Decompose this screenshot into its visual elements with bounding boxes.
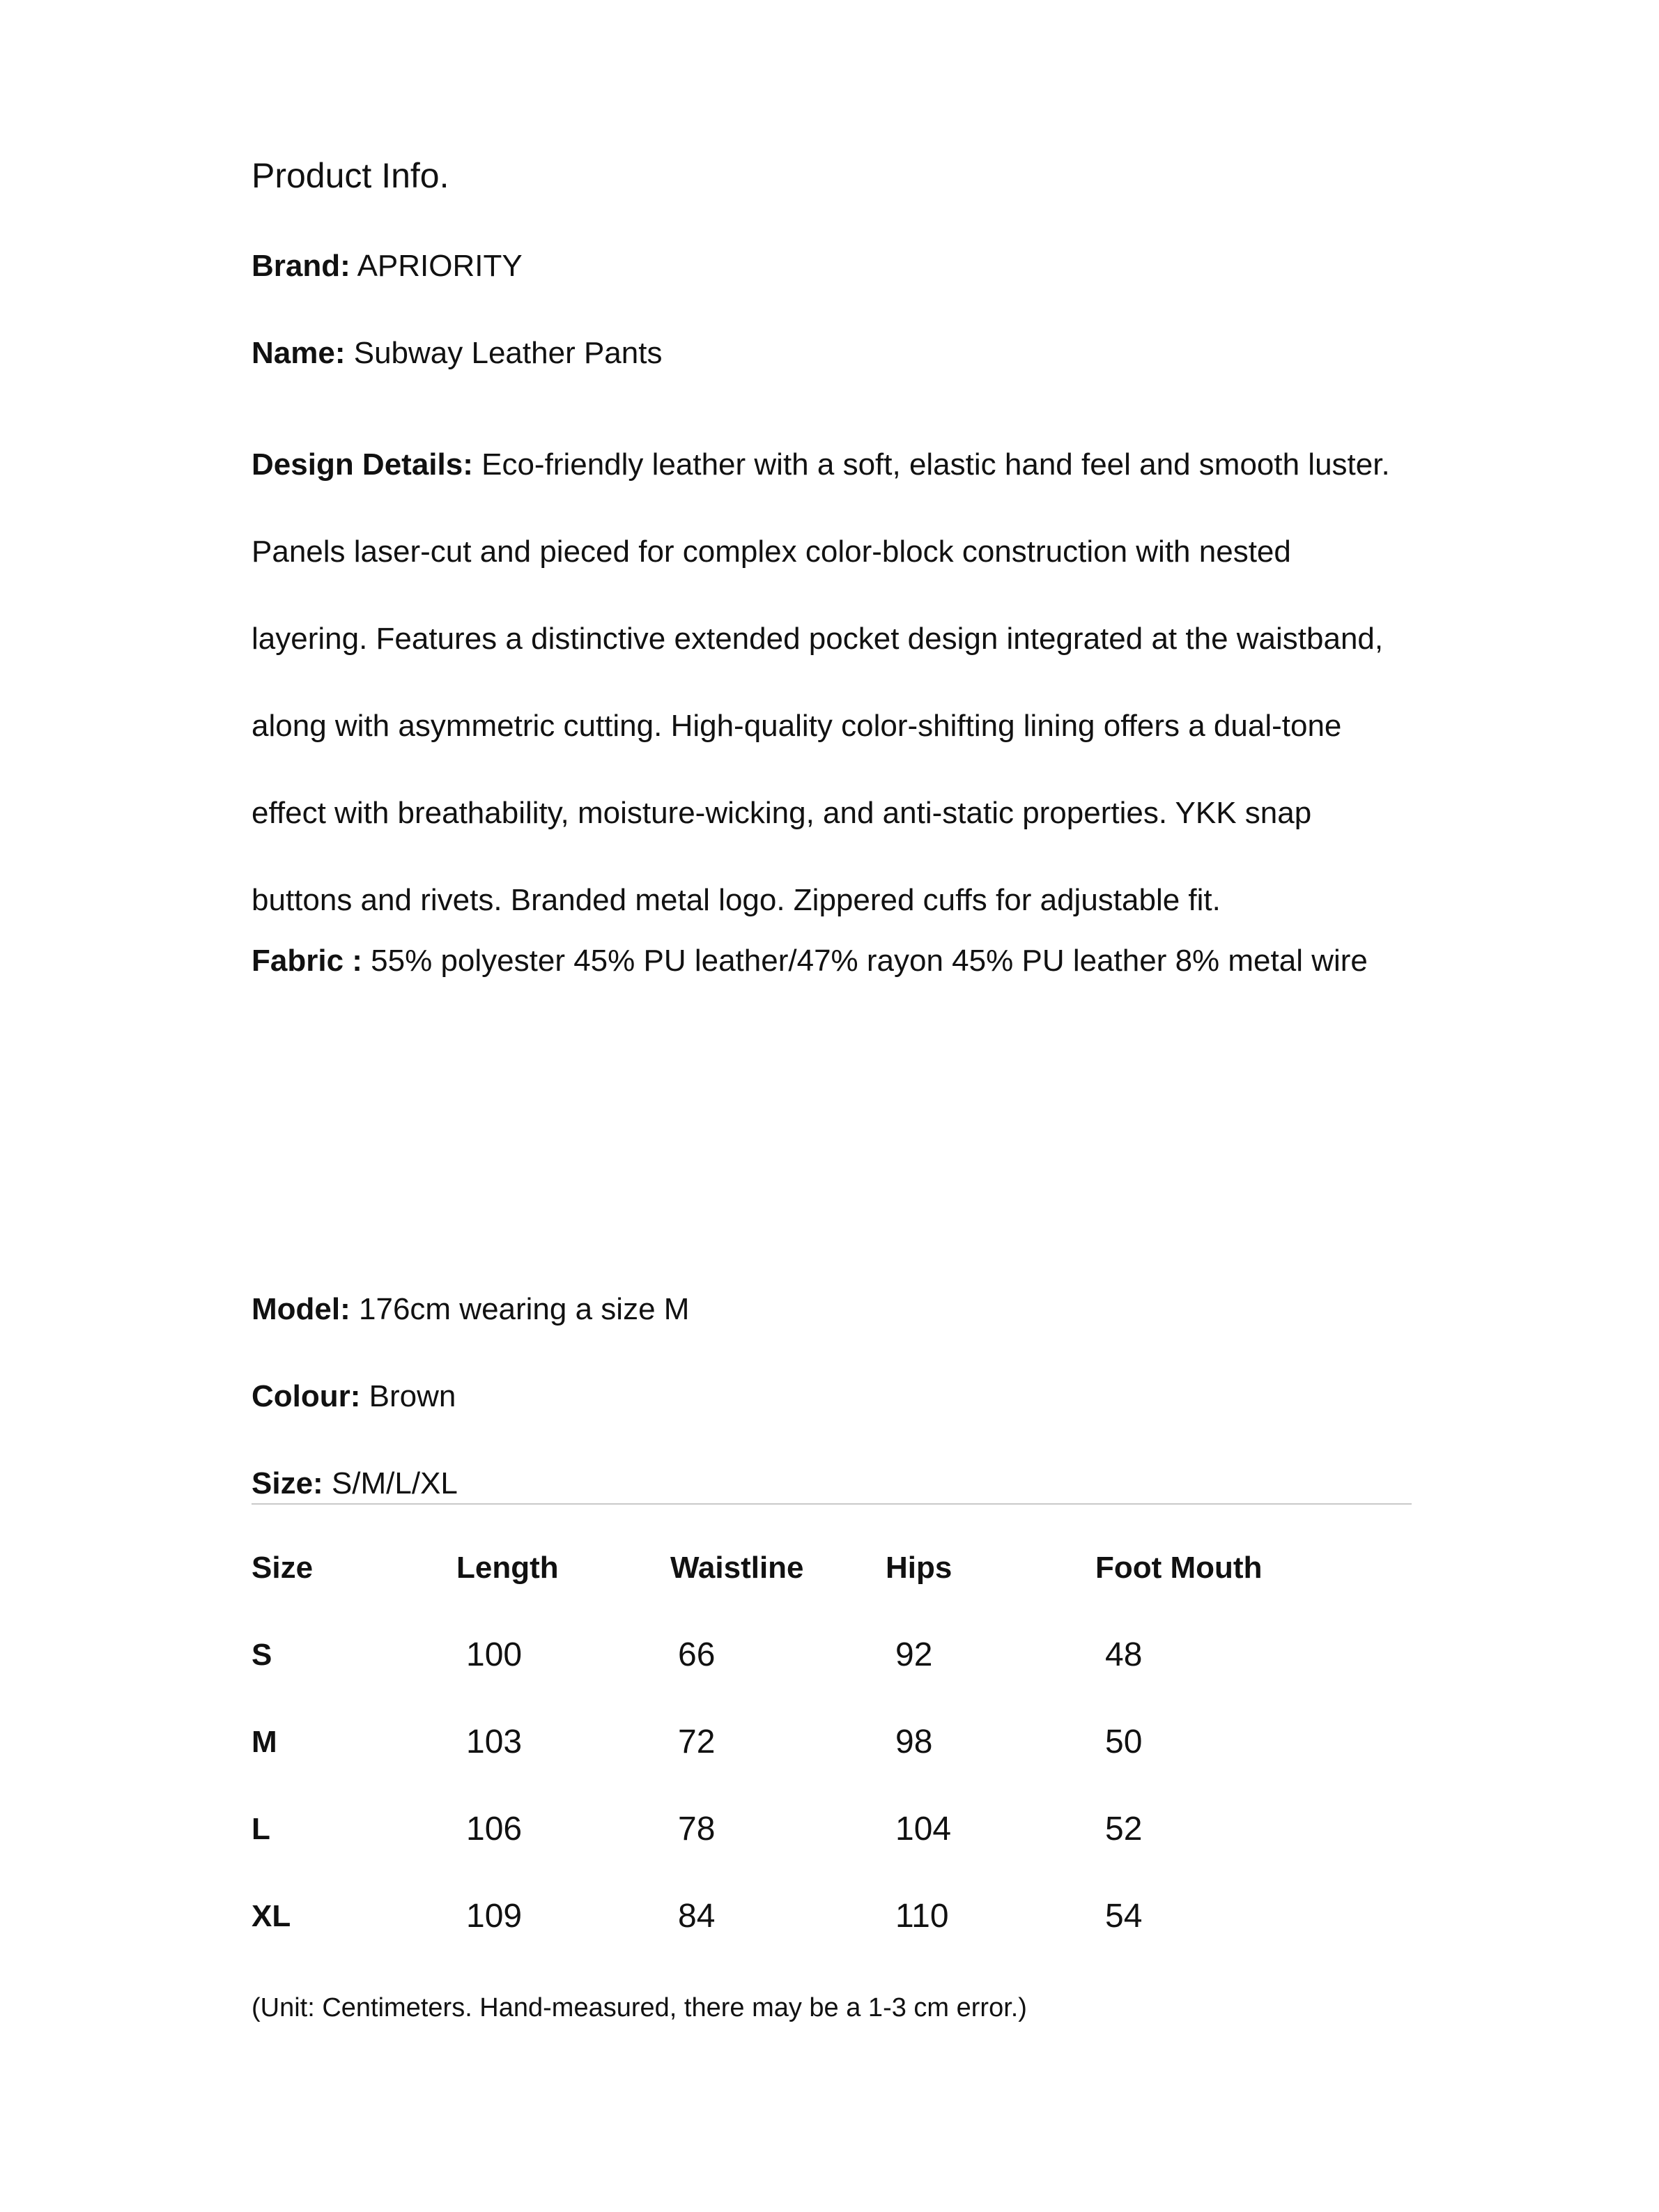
design-line: effect with breathability, moisture-wicking, and anti-static properties. YKK snap	[252, 796, 1312, 830]
header-foot-mouth: Foot Mouth	[1095, 1551, 1263, 1585]
size-table	[252, 1547, 1412, 1983]
cell-waistline: 72	[678, 1723, 716, 1760]
cell-waistline: 78	[678, 1811, 716, 1848]
model-value: 176cm wearing a size M	[359, 1292, 690, 1326]
cell-waistline: 84	[678, 1898, 716, 1935]
brand-value: APRIORITY	[357, 249, 523, 283]
table-row	[252, 1808, 1412, 1896]
fabric-value: 55% polyester 45% PU leather/47% rayon 45% PU leather 8% metal wire	[371, 944, 1368, 978]
cell-size: M	[252, 1725, 277, 1759]
size-value: S/M/L/XL	[331, 1466, 458, 1500]
brand-field	[252, 247, 523, 285]
name-label: Name:	[252, 336, 346, 370]
cell-length: 109	[466, 1898, 523, 1935]
cell-foot-mouth: 48	[1105, 1636, 1143, 1673]
header-size: Size	[252, 1551, 314, 1585]
header-waistline: Waistline	[670, 1551, 804, 1585]
cell-hips: 98	[895, 1723, 933, 1760]
cell-length: 106	[466, 1811, 523, 1848]
table-row	[252, 1721, 1412, 1808]
colour-field	[252, 1378, 456, 1415]
product-info-page	[252, 0, 1412, 2212]
cell-length: 100	[466, 1636, 523, 1673]
design-details	[252, 421, 1412, 944]
design-text: Eco-friendly leather with a soft, elastic hand feel and smooth luster.	[481, 447, 1390, 482]
header-length: Length	[456, 1551, 559, 1585]
cell-hips: 110	[895, 1898, 949, 1935]
fabric-label: Fabric :	[252, 944, 362, 978]
table-row	[252, 1634, 1412, 1721]
colour-label: Colour:	[252, 1379, 361, 1413]
table-row	[252, 1896, 1412, 1983]
design-line: layering. Features a distinctive extended pocket design integrated at the waistband,	[252, 622, 1384, 656]
brand-label: Brand:	[252, 249, 350, 283]
name-value: Subway Leather Pants	[353, 336, 663, 370]
design-line	[252, 421, 1412, 508]
model-label: Model:	[252, 1292, 350, 1326]
design-line: buttons and rivets. Branded metal logo. Zippered cuffs for adjustable fit.	[252, 883, 1221, 917]
header-hips: Hips	[886, 1551, 952, 1585]
cell-foot-mouth: 54	[1105, 1898, 1143, 1935]
size-label: Size:	[252, 1466, 323, 1500]
model-field	[252, 1291, 689, 1328]
design-line: Panels laser-cut and pieced for complex color-block construction with nested	[252, 535, 1291, 569]
page-title: Product Info.	[252, 156, 449, 195]
colour-value: Brown	[369, 1379, 456, 1413]
name-field	[252, 335, 662, 372]
cell-hips: 92	[895, 1636, 933, 1673]
cell-length: 103	[466, 1723, 523, 1760]
cell-size: S	[252, 1638, 272, 1672]
cell-size: L	[252, 1812, 270, 1846]
cell-foot-mouth: 50	[1105, 1723, 1143, 1760]
cell-waistline: 66	[678, 1636, 716, 1673]
table-header-row	[252, 1547, 1412, 1634]
fabric-field	[252, 942, 1368, 980]
size-field	[252, 1465, 458, 1503]
divider	[252, 1503, 1412, 1505]
cell-size: XL	[252, 1899, 291, 1933]
measurement-note: (Unit: Centimeters. Hand-measured, there may be a 1-3 cm error.)	[252, 1993, 1027, 2022]
cell-hips: 104	[895, 1811, 952, 1848]
design-line: along with asymmetric cutting. High-quality color-shifting lining offers a dual-tone	[252, 709, 1342, 743]
design-label: Design Details:	[252, 447, 473, 482]
cell-foot-mouth: 52	[1105, 1811, 1143, 1848]
